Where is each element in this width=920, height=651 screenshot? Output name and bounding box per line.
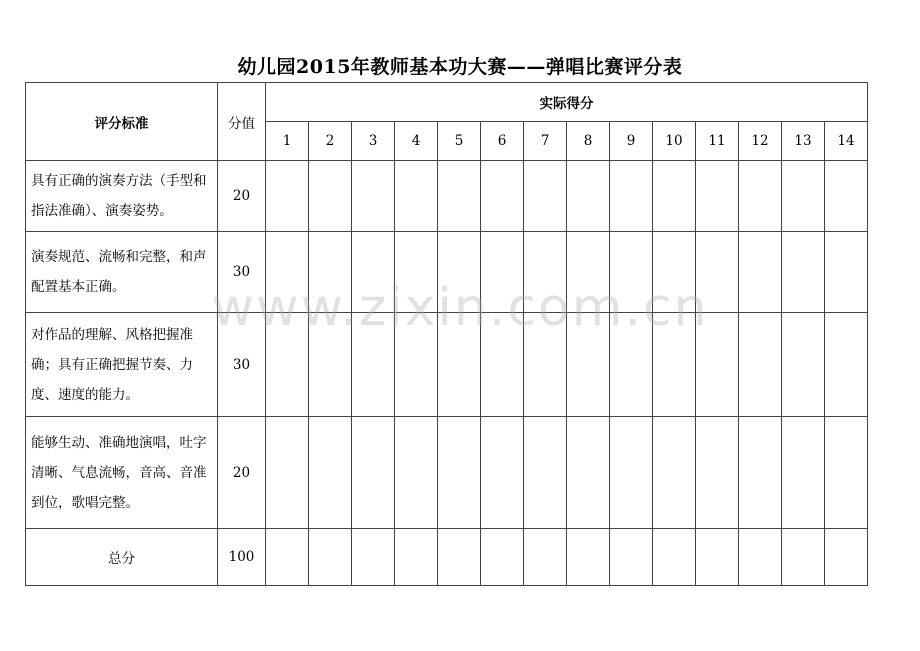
score-cell[interactable] xyxy=(481,313,524,417)
score-cell[interactable] xyxy=(309,417,352,529)
score-cell[interactable] xyxy=(610,417,653,529)
score-cell[interactable] xyxy=(825,529,868,586)
criteria-points: 20 xyxy=(218,417,266,529)
judge-number: 5 xyxy=(438,122,481,161)
score-cell[interactable] xyxy=(739,232,782,313)
header-actual-score: 实际得分 xyxy=(266,83,868,122)
score-cell[interactable] xyxy=(567,232,610,313)
watermark: www.zixin.com.cn xyxy=(211,278,709,338)
score-cell[interactable] xyxy=(524,417,567,529)
score-cell[interactable] xyxy=(438,232,481,313)
judge-number: 3 xyxy=(352,122,395,161)
score-cell[interactable] xyxy=(567,313,610,417)
judge-number: 6 xyxy=(481,122,524,161)
score-cell[interactable] xyxy=(481,161,524,232)
score-cell[interactable] xyxy=(782,313,825,417)
score-cell[interactable] xyxy=(782,417,825,529)
judge-number: 12 xyxy=(739,122,782,161)
score-cell[interactable] xyxy=(653,313,696,417)
criteria-text: 对作品的理解、风格把握准确；具有正确把握节奏、力度、速度的能力。 xyxy=(26,313,218,417)
score-cell[interactable] xyxy=(739,161,782,232)
score-cell[interactable] xyxy=(438,313,481,417)
total-row xyxy=(26,529,868,586)
score-cell[interactable] xyxy=(266,417,309,529)
score-cell[interactable] xyxy=(438,529,481,586)
score-cell[interactable] xyxy=(438,417,481,529)
score-cell[interactable] xyxy=(782,161,825,232)
score-cell[interactable] xyxy=(266,529,309,586)
total-label: 总分 xyxy=(26,529,218,586)
judge-number: 4 xyxy=(395,122,438,161)
criteria-row xyxy=(26,417,868,529)
criteria-text: 具有正确的演奏方法（手型和指法准确）、演奏姿势。 xyxy=(26,161,218,232)
score-cell[interactable] xyxy=(481,529,524,586)
score-cell[interactable] xyxy=(481,232,524,313)
score-cell[interactable] xyxy=(610,529,653,586)
score-cell[interactable] xyxy=(825,313,868,417)
score-cell[interactable] xyxy=(825,161,868,232)
judge-number: 9 xyxy=(610,122,653,161)
judge-number: 14 xyxy=(825,122,868,161)
score-cell[interactable] xyxy=(567,161,610,232)
score-cell[interactable] xyxy=(395,529,438,586)
score-cell[interactable] xyxy=(395,417,438,529)
criteria-row xyxy=(26,232,868,313)
score-cell[interactable] xyxy=(438,161,481,232)
score-cell[interactable] xyxy=(352,313,395,417)
score-cell[interactable] xyxy=(309,161,352,232)
score-cell[interactable] xyxy=(696,313,739,417)
judge-number: 11 xyxy=(696,122,739,161)
score-cell[interactable] xyxy=(739,313,782,417)
score-cell[interactable] xyxy=(395,313,438,417)
score-cell[interactable] xyxy=(266,161,309,232)
score-cell[interactable] xyxy=(653,161,696,232)
score-cell[interactable] xyxy=(739,417,782,529)
score-cell[interactable] xyxy=(696,232,739,313)
judge-number: 7 xyxy=(524,122,567,161)
score-cell[interactable] xyxy=(653,529,696,586)
judge-number: 13 xyxy=(782,122,825,161)
score-cell[interactable] xyxy=(395,232,438,313)
score-cell[interactable] xyxy=(352,161,395,232)
score-cell[interactable] xyxy=(610,313,653,417)
score-cell[interactable] xyxy=(524,529,567,586)
score-cell[interactable] xyxy=(825,232,868,313)
score-cell[interactable] xyxy=(352,417,395,529)
criteria-text: 演奏规范、流畅和完整，和声配置基本正确。 xyxy=(26,232,218,313)
total-points: 100 xyxy=(218,529,266,586)
score-cell[interactable] xyxy=(782,232,825,313)
criteria-row xyxy=(26,313,868,417)
score-table xyxy=(25,82,868,586)
score-cell[interactable] xyxy=(610,232,653,313)
score-cell[interactable] xyxy=(696,529,739,586)
header-criteria: 评分标准 xyxy=(26,83,218,161)
judge-number: 10 xyxy=(653,122,696,161)
score-cell[interactable] xyxy=(696,161,739,232)
score-cell[interactable] xyxy=(352,232,395,313)
score-cell[interactable] xyxy=(481,417,524,529)
score-cell[interactable] xyxy=(567,529,610,586)
score-cell[interactable] xyxy=(524,161,567,232)
score-cell[interactable] xyxy=(309,529,352,586)
criteria-points: 30 xyxy=(218,313,266,417)
score-cell[interactable] xyxy=(309,313,352,417)
judge-number: 8 xyxy=(567,122,610,161)
score-cell[interactable] xyxy=(610,161,653,232)
score-cell[interactable] xyxy=(653,232,696,313)
score-cell[interactable] xyxy=(567,417,610,529)
header-points: 分值 xyxy=(218,83,266,161)
criteria-points: 30 xyxy=(218,232,266,313)
score-cell[interactable] xyxy=(266,232,309,313)
score-cell[interactable] xyxy=(395,161,438,232)
score-cell[interactable] xyxy=(739,529,782,586)
score-cell[interactable] xyxy=(524,232,567,313)
score-cell[interactable] xyxy=(653,417,696,529)
criteria-row xyxy=(26,161,868,232)
criteria-points: 20 xyxy=(218,161,266,232)
score-cell[interactable] xyxy=(696,417,739,529)
score-cell[interactable] xyxy=(352,529,395,586)
score-cell[interactable] xyxy=(524,313,567,417)
judge-number: 1 xyxy=(266,122,309,161)
score-cell[interactable] xyxy=(309,232,352,313)
judge-number: 2 xyxy=(309,122,352,161)
score-cell[interactable] xyxy=(825,417,868,529)
page-title: 幼儿园2015年教师基本功大赛——弹唱比赛评分表 xyxy=(237,56,683,78)
score-cell[interactable] xyxy=(782,529,825,586)
score-cell[interactable] xyxy=(266,313,309,417)
criteria-text: 能够生动、准确地演唱，吐字清晰、气息流畅，音高、音准到位，歌唱完整。 xyxy=(26,417,218,529)
